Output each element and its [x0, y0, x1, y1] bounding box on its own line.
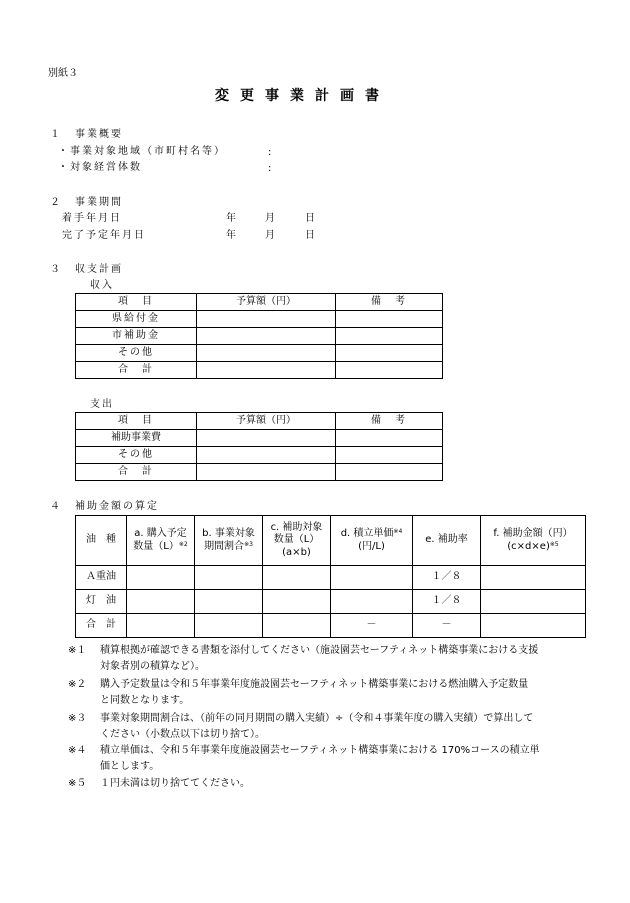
- note4-line2: 価とします。: [100, 761, 160, 772]
- note3-line2: ください（小数点以下は切り捨て）。: [100, 729, 265, 740]
- row-total-rate: －: [413, 614, 481, 638]
- note4-line1: 積立単価は、令和５年事業年度施設園芸セーフティネット構築事業における 170%コースの積立単: [100, 745, 540, 756]
- row-total: 合 計: [76, 614, 127, 638]
- income-row-other: その他: [76, 345, 197, 362]
- col-e-subsidy-rate: e. 補助率: [413, 516, 481, 566]
- start-year: 年: [226, 213, 236, 224]
- expense-row-total: 合 計: [76, 464, 197, 481]
- target-region-colon: :: [268, 147, 272, 158]
- note2-mark: ※２: [68, 679, 87, 690]
- row-heavy-oil-a: Ａ重油: [76, 566, 127, 590]
- expense-cell: [197, 464, 336, 481]
- start-date-label: 着手年月日: [62, 213, 122, 224]
- col-d-unit-price: [331, 516, 413, 566]
- income-cell: [197, 311, 336, 328]
- expense-col-item: 項 目: [76, 413, 197, 430]
- expense-col-budget: 予算額（円）: [197, 413, 336, 430]
- section1-number: １: [50, 129, 60, 140]
- col-d-line1: d. 積立単価$^{※4}$: [340, 528, 403, 539]
- note2-line2: と同数となります。: [100, 695, 190, 706]
- col-f-subsidy-amount: [481, 516, 586, 566]
- col-f-line1: f. 補助金額（円）: [493, 528, 573, 539]
- note-ref-4: ※4: [393, 528, 403, 535]
- target-region-label: ・事業対象地域（市町村名等）: [58, 146, 226, 157]
- note1-line1: 積算根拠が確認できる書類を添付してください（施設園芸セーフティネット構築事業における支援: [100, 645, 539, 656]
- end-month: 月: [265, 230, 275, 241]
- target-count-colon: :: [268, 163, 272, 174]
- income-cell: [336, 328, 443, 345]
- col-a-line2: 数量$(L)^{※2}$: [133, 540, 188, 552]
- income-cell: [197, 345, 336, 362]
- expense-col-remarks: 備 考: [336, 413, 443, 430]
- note-ref-3: ※3: [244, 540, 253, 548]
- note5-mark: ※５: [68, 778, 87, 789]
- col-c-line3: (a×b): [282, 546, 311, 558]
- section3-number: ３: [50, 264, 60, 275]
- note1-mark: ※１: [68, 645, 87, 656]
- income-cell: [336, 362, 443, 379]
- expense-cell: [336, 430, 443, 447]
- income-label: 収入: [90, 280, 114, 291]
- section1-heading: 事業概要: [75, 129, 123, 140]
- section3-heading: 収支計画: [75, 264, 123, 275]
- note3-mark: ※３: [68, 713, 87, 724]
- note-ref-2: ※2: [178, 540, 188, 548]
- row-kerosene-unit-price: [331, 590, 413, 614]
- section2-number: ２: [50, 197, 60, 208]
- income-cell: [336, 311, 443, 328]
- expense-row-other: その他: [76, 447, 197, 464]
- attachment-label: 別紙３: [48, 68, 78, 79]
- note5-line1: １円未満は切り捨ててください。: [100, 778, 250, 789]
- income-col-remarks: 備 考: [336, 294, 443, 311]
- note4-mark: ※４: [68, 745, 87, 756]
- note3-line1: 事業対象期間割合は、（前年の同月期間の購入実績）÷（令和４事業年度の購入実績）で算出して: [100, 713, 534, 724]
- end-date-label: 完了予定年月日: [62, 230, 146, 241]
- income-col-item: 項 目: [76, 294, 197, 311]
- col-c-subsidized-quantity: [263, 516, 331, 566]
- expense-cell: [197, 430, 336, 447]
- col-a-line1: a. 購入予定: [134, 528, 187, 539]
- col-oil-type: 油 種: [76, 516, 127, 566]
- income-row-prefecture-grant: 県給付金: [76, 311, 197, 328]
- col-d-line2: (円/L): [358, 540, 385, 552]
- income-col-budget: 予算額（円）: [197, 294, 336, 311]
- target-count-label: ・対象経営体数: [58, 162, 142, 173]
- income-row-city-subsidy: 市補助金: [76, 328, 197, 345]
- section2-heading: 事業期間: [75, 197, 123, 208]
- col-c-line2: 数量（L）: [273, 534, 320, 546]
- expense-table: [75, 412, 443, 481]
- note2-line1: 購入予定数量は令和５年事業年度施設園芸セーフティネット構築事業における燃油購入予定数量: [100, 679, 529, 690]
- col-c-line1: c. 補助対象: [270, 521, 323, 533]
- row-kerosene-rate: １／８: [413, 590, 481, 614]
- note1-line2: 対象者別の積算など）。: [100, 661, 205, 672]
- end-year: 年: [226, 230, 236, 241]
- income-row-total: 合 計: [76, 362, 197, 379]
- row-heavy-oil-a-rate: １／８: [413, 566, 481, 590]
- income-cell: [197, 362, 336, 379]
- note-ref-5: ※5: [549, 540, 559, 548]
- col-b-period-ratio: [195, 516, 263, 566]
- row-heavy-oil-a-unit-price: [331, 566, 413, 590]
- expense-label: 支出: [90, 399, 114, 410]
- expense-cell: [336, 447, 443, 464]
- income-cell: [336, 345, 443, 362]
- col-b-line2: 期間割合$^{※3}$: [204, 540, 253, 552]
- col-f-line2: $(c\times d\times e)^{※5}$: [507, 540, 559, 552]
- income-cell: [197, 328, 336, 345]
- page-title: 変更事業計画書: [215, 88, 390, 104]
- end-day: 日: [305, 230, 315, 241]
- income-table: [75, 293, 443, 379]
- start-day: 日: [305, 213, 315, 224]
- row-total-unit-price: －: [331, 614, 413, 638]
- col-b-line1: b. 事業対象: [202, 528, 255, 539]
- expense-row-subsidized-project: 補助事業費: [76, 430, 197, 447]
- col-a-planned-quantity: [127, 516, 195, 566]
- section4-heading: 補助金額の算定: [75, 501, 159, 512]
- expense-cell: [197, 447, 336, 464]
- subsidy-calc-table: [75, 515, 586, 638]
- expense-cell: [336, 464, 443, 481]
- row-kerosene: 灯 油: [76, 590, 127, 614]
- start-month: 月: [265, 213, 275, 224]
- section4-number: ４: [50, 501, 60, 512]
